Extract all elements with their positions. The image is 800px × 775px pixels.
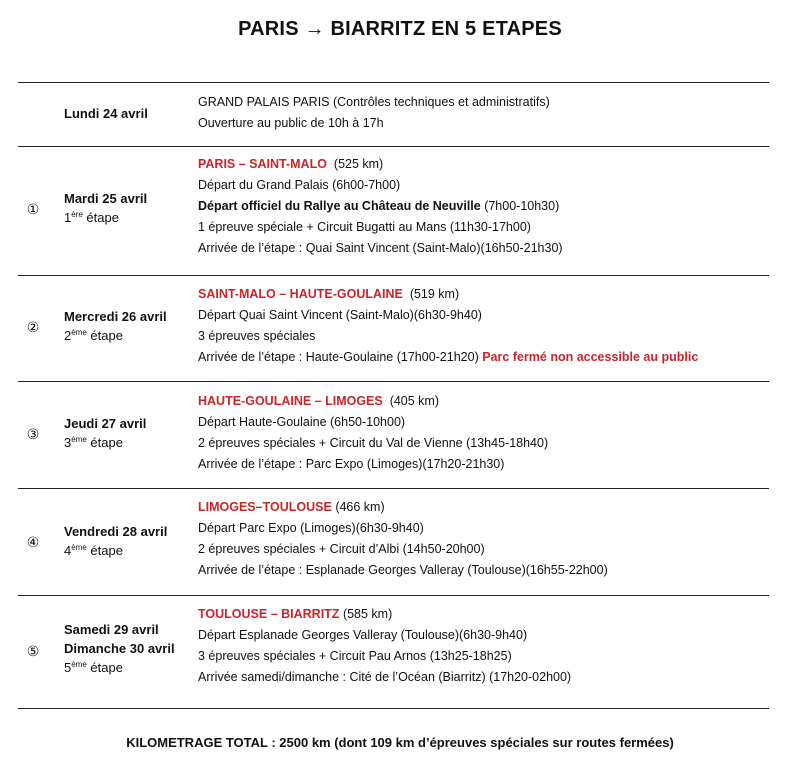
table-rule xyxy=(18,488,769,489)
table-rule xyxy=(18,275,769,276)
route-line xyxy=(198,604,571,625)
stage-label: 4ème étape xyxy=(64,543,123,558)
stage-label: 2ème étape xyxy=(64,328,123,343)
detail-line: Arrivée de l’étape : Haute-Goulaine (17h00-21h20) Parc fermé non accessible au public xyxy=(198,350,699,364)
detail-line: Ouverture au public de 10h à 17h xyxy=(198,116,384,130)
stage-number-icon: ③ xyxy=(26,426,40,442)
route-distance: (466 km) xyxy=(335,500,385,514)
stage-number-icon: ② xyxy=(26,319,40,335)
route-line xyxy=(198,391,548,412)
detail-line: 3 épreuves spéciales + Circuit Pau Arnos (13h25-18h25) xyxy=(198,649,512,663)
stage-label: 3ème étape xyxy=(64,435,123,450)
detail-line: 2 épreuves spéciales + Circuit d’Albi (14h50-20h00) xyxy=(198,542,485,556)
detail-line xyxy=(198,196,563,217)
details-cell xyxy=(198,604,571,688)
route-distance: (585 km) xyxy=(342,607,393,621)
details-cell xyxy=(198,391,548,475)
day-label-2: Dimanche 30 avril xyxy=(64,641,175,656)
details-cell xyxy=(198,92,550,134)
official-start-time: (7h00-10h30) xyxy=(480,199,560,213)
detail-line: 2 épreuves spéciales + Circuit du Val de Vienne (13h45-18h40) xyxy=(198,436,549,450)
stage-number-icon: ⑤ xyxy=(26,643,40,659)
route-name: LIMOGES–TOULOUSE xyxy=(198,500,332,514)
stage-number-icon: ① xyxy=(26,201,40,217)
day-cell xyxy=(64,522,167,560)
page-title: PARIS → BIARRITZ EN 5 ETAPES xyxy=(238,18,562,40)
detail-line: Arrivée de l’étape : Parc Expo (Limoges)(17h20-21h30) xyxy=(198,457,505,471)
day-label: Mardi 25 avril xyxy=(64,191,148,206)
route-line xyxy=(198,284,698,305)
detail-line: Départ du Grand Palais (6h00-7h00) xyxy=(198,178,401,192)
table-rule xyxy=(18,82,769,83)
table-rule xyxy=(18,595,769,596)
detail-line: 1 épreuve spéciale + Circuit Bugatti au Mans (11h30-17h00) xyxy=(198,220,531,234)
detail-line: Arrivée de l’étape : Quai Saint Vincent (Saint-Malo)(16h50-21h30) xyxy=(198,241,563,255)
day-label: Vendredi 28 avril xyxy=(64,524,168,539)
route-distance: (525 km) xyxy=(333,157,384,171)
day-label: Jeudi 27 avril xyxy=(64,416,147,431)
details-cell xyxy=(198,497,608,581)
route-distance: (519 km) xyxy=(409,287,460,301)
detail-line: Départ Haute-Goulaine (6h50-10h00) xyxy=(198,415,406,429)
day-label: Samedi 29 avril xyxy=(64,622,159,637)
table-rule xyxy=(18,708,769,709)
day-cell xyxy=(64,620,175,677)
table-rule xyxy=(18,146,769,147)
day-label: Mercredi 26 avril xyxy=(64,309,167,324)
detail-line: Départ Quai Saint Vincent (Saint-Malo)(6h30-9h40) xyxy=(198,308,482,322)
details-cell xyxy=(198,284,698,368)
detail-line: Départ Esplanade Georges Valleray (Toulouse)(6h30-9h40) xyxy=(198,628,528,642)
day-cell xyxy=(64,189,147,227)
day-label: Lundi 24 avril xyxy=(64,106,148,121)
detail-line: Arrivée de l’étape : Esplanade Georges Valleray (Toulouse)(16h55-22h00) xyxy=(198,563,608,577)
day-cell xyxy=(64,414,146,452)
details-cell xyxy=(198,154,563,259)
route-distance: (405 km) xyxy=(389,394,440,408)
route-name: HAUTE-GOULAINE – LIMOGES xyxy=(198,394,383,408)
stage-label: 1ère étape xyxy=(64,210,119,225)
route-line xyxy=(198,497,608,518)
route-name: SAINT-MALO – HAUTE-GOULAINE xyxy=(198,287,403,301)
total-mileage: KILOMETRAGE TOTAL : 2500 km (dont 109 km d’épreuves spéciales sur routes fermées) xyxy=(126,735,674,750)
route-line xyxy=(198,154,563,175)
detail-line: GRAND PALAIS PARIS (Contrôles techniques et administratifs) xyxy=(198,95,550,109)
day-cell xyxy=(64,104,148,123)
route-name: TOULOUSE – BIARRITZ xyxy=(198,607,340,621)
stage-label: 5ème étape xyxy=(64,660,123,675)
detail-line: Départ Parc Expo (Limoges)(6h30-9h40) xyxy=(198,521,424,535)
table-rule xyxy=(18,381,769,382)
day-cell xyxy=(64,307,167,345)
official-start: Départ officiel du Rallye au Château de Neuville xyxy=(198,199,481,213)
parc-ferme-note: Parc fermé non accessible au public xyxy=(482,350,699,364)
route-name: PARIS – SAINT-MALO xyxy=(198,157,327,171)
stage-number-icon: ④ xyxy=(26,534,40,550)
detail-line: Arrivée samedi/dimanche : Cité de l’Océan (Biarritz) (17h20-02h00) xyxy=(198,670,572,684)
detail-line: 3 épreuves spéciales xyxy=(198,329,316,343)
